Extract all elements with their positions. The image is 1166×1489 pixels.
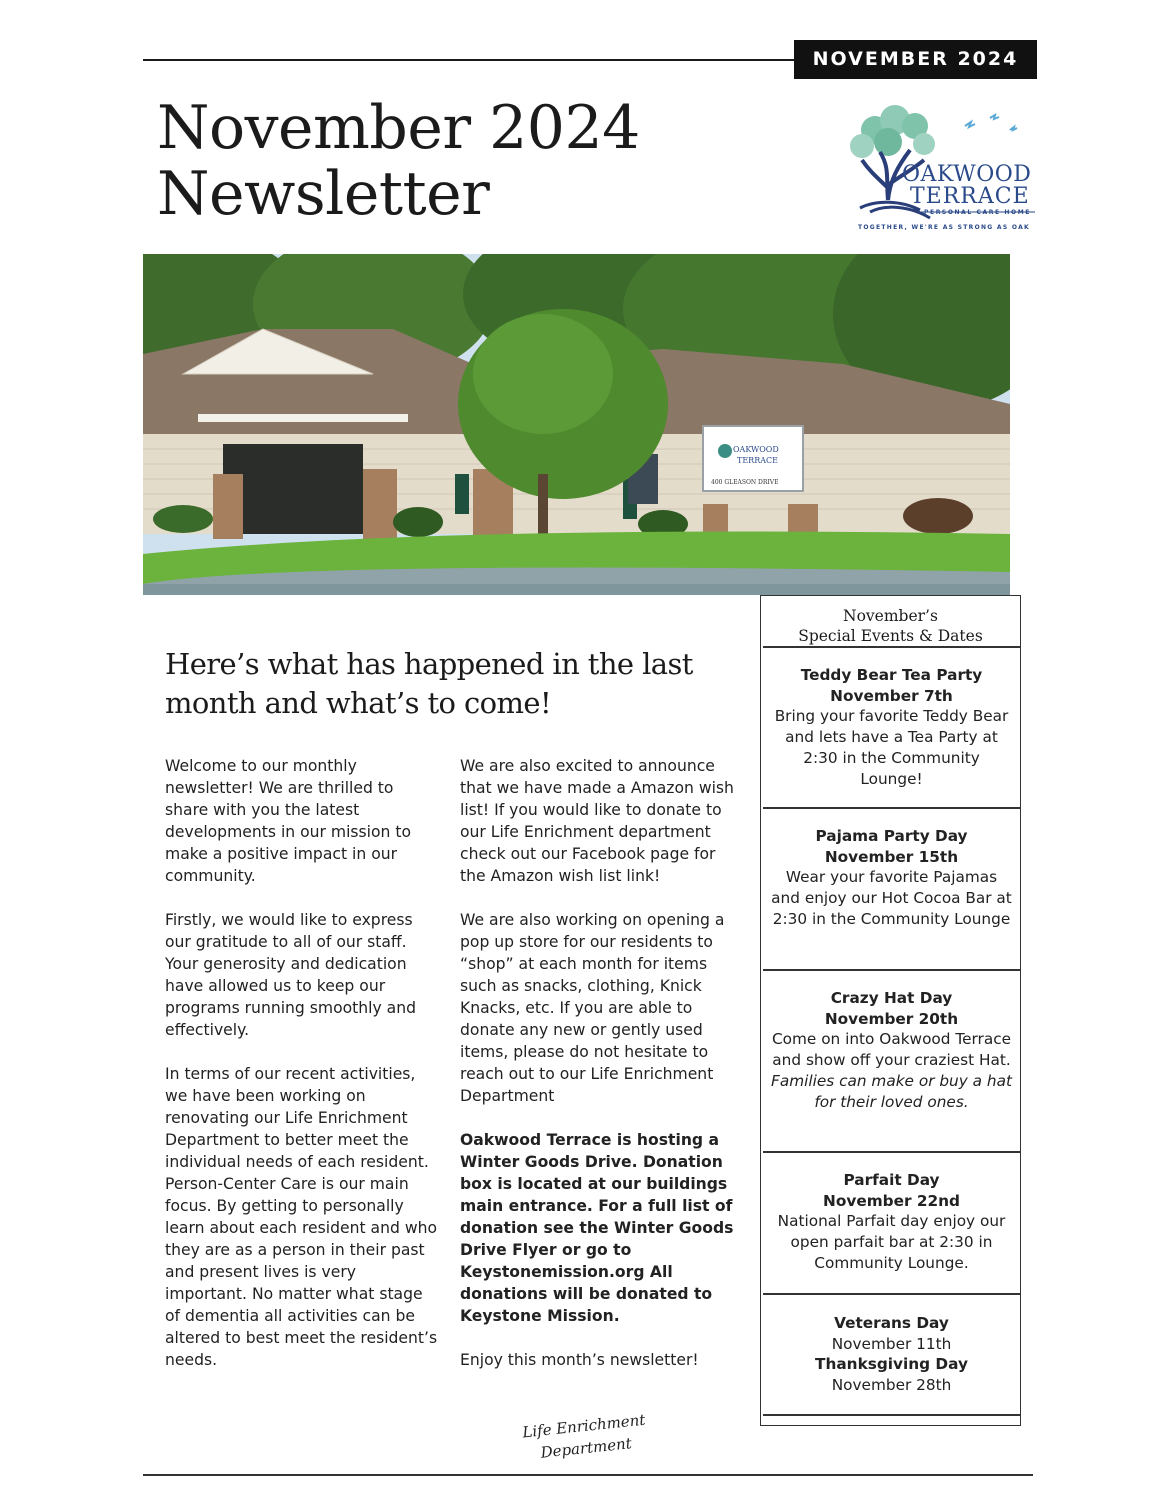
event-parfait-day [771,1170,1012,1274]
event-title-2: Thanksgiving Day [815,1355,968,1374]
logo-name-line-2: TERRACE [910,184,1030,209]
paragraph-pop-up-store: We are also working on opening a pop up store for our residents to “shop” at each month for items such as snacks, clothing, Knick Knacks, etc. If you are able to donate any new or gently used items, please do not hesitate to reach out to our Life Enrichment Department [460,911,725,1105]
month-badge: NOVEMBER 2024 [794,40,1037,79]
signature-line-1: Life Enrichment [521,1410,647,1442]
page-title [157,95,717,227]
paragraph-gratitude: Firstly, we would like to express our gratitude to all of our staff. Your generosity and dedication have allowed us to keep our programs running smoothly and effectively. [165,911,417,1039]
event-title: Teddy Bear Tea Party [800,666,983,684]
sidebar-divider [763,969,1020,971]
event-date: November 22nd [823,1191,960,1210]
signature-line-2: Department [539,1434,633,1462]
signature [518,1408,652,1465]
paragraph-welcome: Welcome to our monthly newsletter! We are thrilled to share with you the latest developments in our mission to make a positive impact in our community. [165,757,412,885]
logo-tagline: TOGETHER, WE'RE AS STRONG AS OAK [858,224,1030,231]
event-pajama-party-day [771,826,1012,930]
logo-subtitle: PERSONAL CARE HOME [924,209,1031,216]
event-teddy-bear-tea-party [771,665,1012,789]
sidebar-heading-line-1: November’s [843,607,938,625]
event-holidays [771,1313,1012,1396]
intro-heading-line-1: Here’s what has happened in the last [165,647,693,681]
sign-text-1: OAKWOOD [733,445,779,454]
event-description: Come on into Oakwood Terrace and show off your craziest Hat. [771,1030,1012,1070]
event-title: Parfait Day [843,1171,940,1189]
event-description: Bring your favorite Teddy Bear and lets have a Tea Party at 2:30 in the Community Lounge! [774,707,1009,788]
event-date: November 7th [830,686,953,705]
sidebar-divider [763,646,1020,648]
sign-text-2: TERRACE [737,456,778,465]
event-date-2: November 28th [831,1376,952,1395]
event-title: Veterans Day [834,1314,949,1332]
article-column-2 [460,755,740,1393]
event-date: November 11th [831,1334,952,1353]
sidebar-heading [761,606,1020,646]
oakwood-terrace-logo [840,100,1050,240]
event-note: Families can make or buy a hat for their loved ones. [771,1071,1012,1111]
events-sidebar [760,595,1021,1426]
footer-rule [143,1474,1033,1476]
event-title: Pajama Party Day [815,827,968,845]
event-title: Crazy Hat Day [830,989,953,1007]
sign-address: 400 GLEASON DRIVE [711,479,779,486]
sidebar-divider [763,1414,1020,1416]
sidebar-heading-line-2: Special Events & Dates [798,627,983,645]
paragraph-activities: In terms of our recent activities, we have been working on renovating our Life Enrichment Department to better meet the individual needs of each resident. Person-Center Care is our main focus. By getting to personally learn about each resident and who they are as a person in their past and present lives is very important. No matter what stage of dementia all activities can be altered to best meet the resident’s needs. [165,1065,438,1369]
event-date: November 20th [824,1009,959,1028]
title-line-1: November 2024 [157,93,640,163]
logo-name-line-1: OAKWOOD [902,162,1032,187]
building-photo [143,254,1010,595]
intro-heading-line-2: month and what’s to come! [165,686,552,720]
event-description: National Parfait day enjoy our open parfait bar at 2:30 in Community Lounge. [777,1212,1006,1272]
header-rule [143,59,803,61]
title-line-2: Newsletter [157,159,490,229]
sidebar-divider [763,1151,1020,1153]
sidebar-divider [763,1293,1020,1295]
event-crazy-hat-day [771,988,1012,1112]
article-column-1 [165,755,440,1393]
event-date: November 15th [824,847,959,866]
paragraph-closing: Enjoy this month’s newsletter! [460,1351,699,1369]
event-description: Wear your favorite Pajamas and enjoy our Hot Cocoa Bar at 2:30 in the Community Lounge [771,868,1012,928]
intro-heading [165,645,725,723]
sidebar-divider [763,807,1020,809]
paragraph-winter-goods-drive: Oakwood Terrace is hosting a Winter Goods Drive. Donation box is located at our buildings main entrance. For a full list of donation see the Winter Goods Drive Flyer or go to Keystonemission.org All donations will be donated to Keystone Mission. [460,1131,734,1325]
paragraph-wish-list: We are also excited to announce that we have made a Amazon wish list! If you would like to donate to our Life Enrichment department check out our Facebook page for the Amazon wish list link! [460,757,734,885]
